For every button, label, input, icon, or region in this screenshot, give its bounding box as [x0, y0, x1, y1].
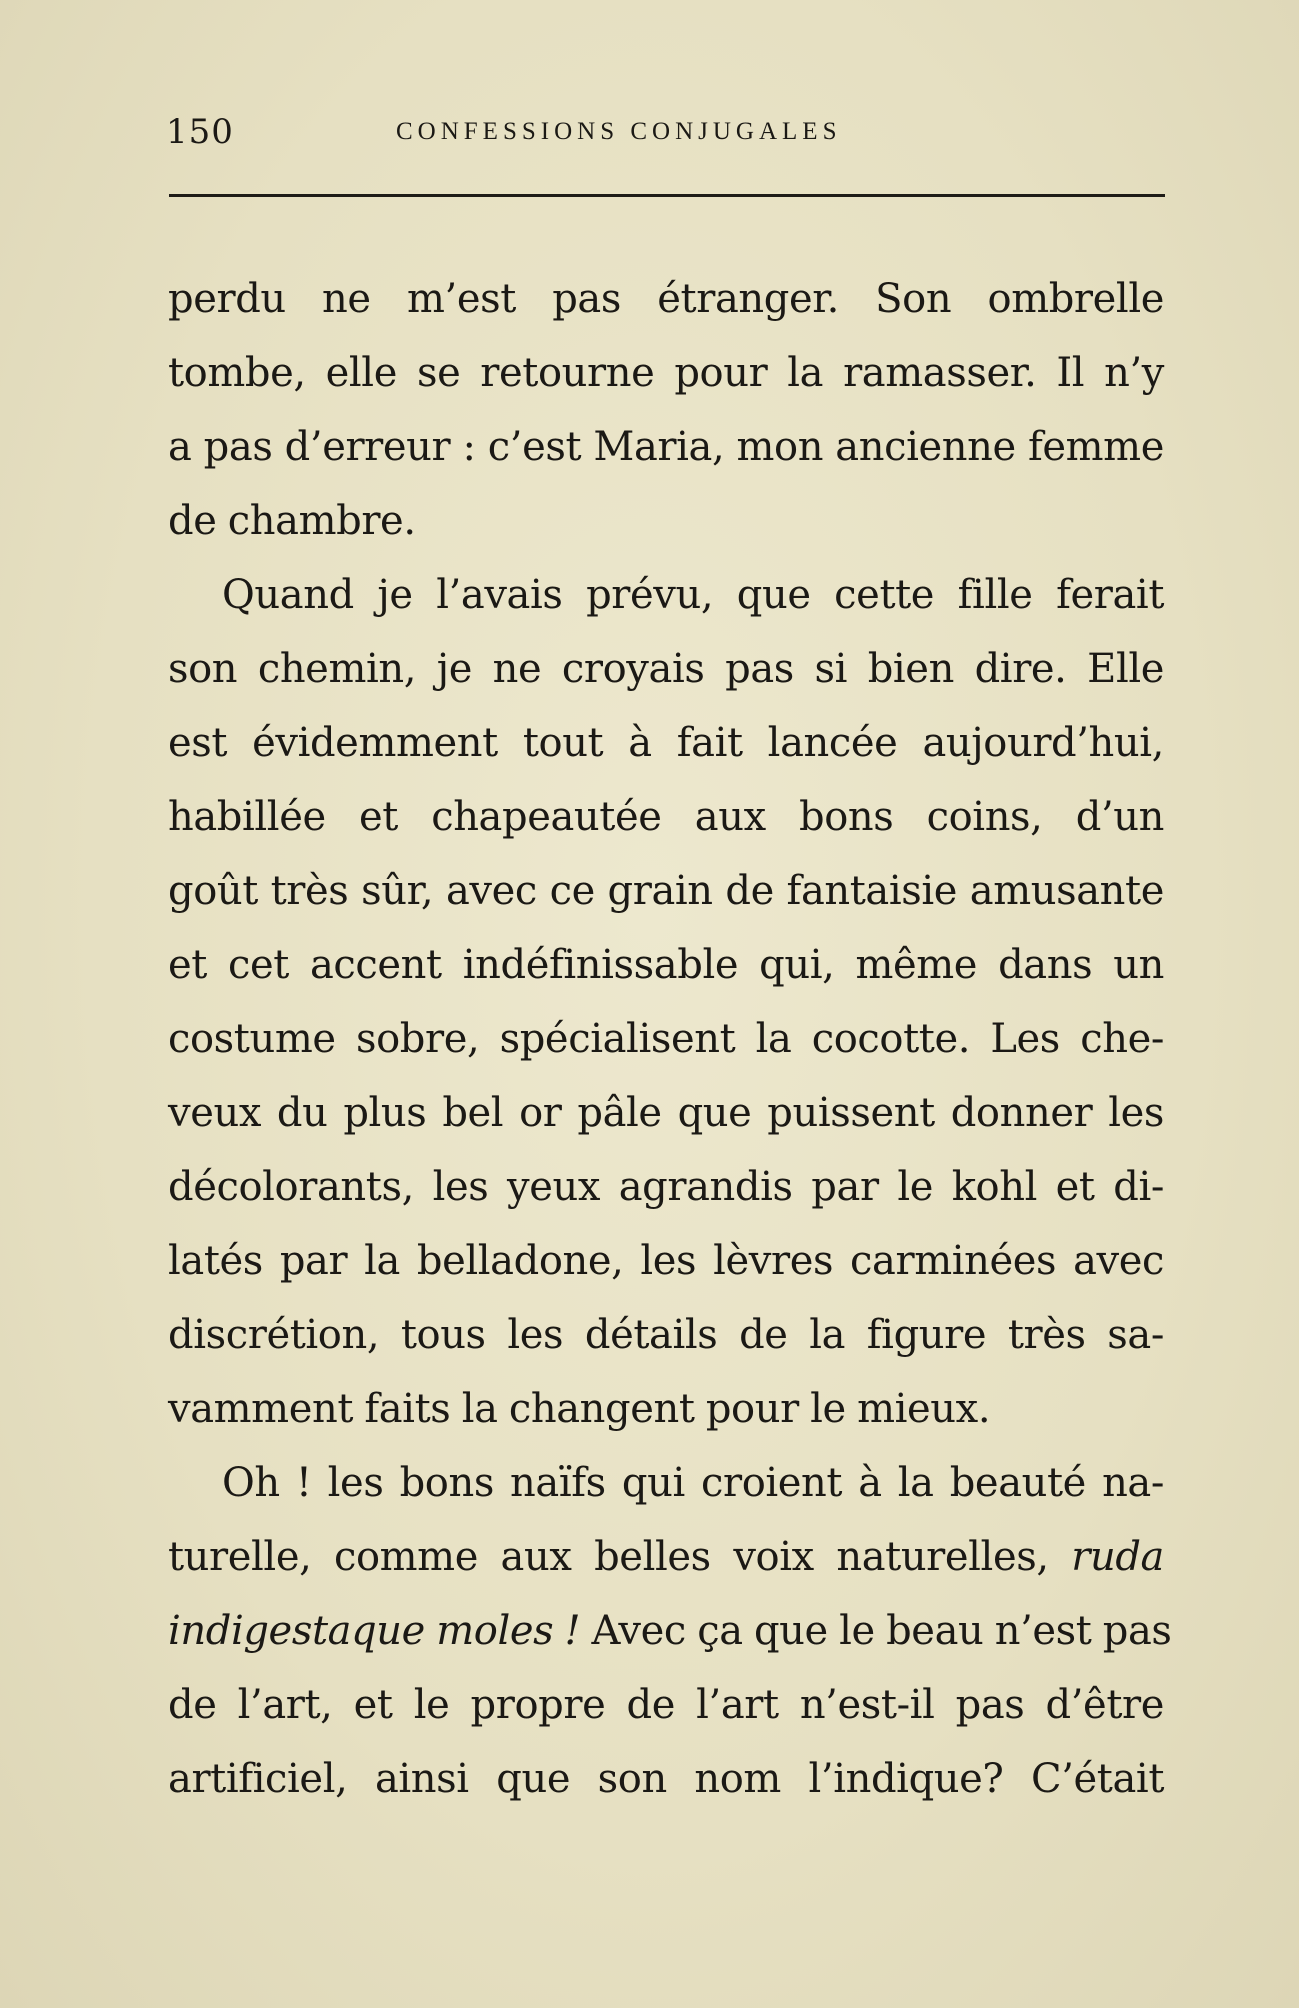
text-line: de l’art, et le propre de l’art n’est-il pas d’être [168, 1682, 1164, 1728]
text-line: vamment faits la changent pour le mieux. [168, 1386, 991, 1432]
text-run: Avec ça que le beau n’est pas [580, 1608, 1172, 1654]
body-text [168, 262, 1172, 1816]
page-header [166, 112, 1166, 162]
italic-latin-phrase: ruda [1071, 1534, 1164, 1580]
italic-latin-phrase: indigestaque moles ! [168, 1608, 581, 1654]
text-line: Quand je l’avais prévu, que cette fille ferait [222, 572, 1164, 618]
text-line: décolorants, les yeux agrandis par le kohl et di- [168, 1164, 1164, 1210]
text-line: est évidemment tout à fait lancée aujourd’hui, [168, 720, 1164, 766]
text-line: perdu ne m’est pas étranger. Son ombrelle [168, 276, 1164, 322]
text-line: latés par la belladone, les lèvres carminées avec [168, 1238, 1164, 1284]
text-line: discrétion, tous les détails de la figure très sa- [168, 1312, 1164, 1358]
text-line: habillée et chapeautée aux bons coins, d’un [168, 794, 1164, 840]
header-rule [169, 194, 1165, 197]
text-line: veux du plus bel or pâle que puissent donner les [168, 1090, 1164, 1136]
running-title: CONFESSIONS CONJUGALES [396, 118, 842, 145]
text-line: Oh ! les bons naïfs qui croient à la beauté na- [222, 1460, 1164, 1506]
text-line: artificiel, ainsi que son nom l’indique? C’était [168, 1756, 1164, 1802]
page-number: 150 [166, 112, 234, 152]
paragraph-1 [168, 262, 1164, 558]
text-line: a pas d’erreur : c’est Maria, mon ancienne femme [168, 424, 1164, 470]
text-line: goût très sûr, avec ce grain de fantaisie amusante [168, 868, 1164, 914]
paragraph-3 [168, 1446, 1172, 1816]
text-line-with-italic [168, 1594, 1172, 1668]
text-line: et cet accent indéfinissable qui, même dans un [168, 942, 1164, 988]
text-line: costume sobre, spécialisent la cocotte. Les che- [168, 1016, 1164, 1062]
text-run: turelle, comme aux belles voix naturelles, [168, 1534, 1072, 1580]
paragraph-2 [168, 558, 1164, 1446]
text-line-with-italic [168, 1520, 1164, 1594]
text-line: son chemin, je ne croyais pas si bien dire. Elle [168, 646, 1164, 692]
text-line: de chambre. [168, 498, 416, 544]
text-line: tombe, elle se retourne pour la ramasser. Il n’y [168, 350, 1164, 396]
